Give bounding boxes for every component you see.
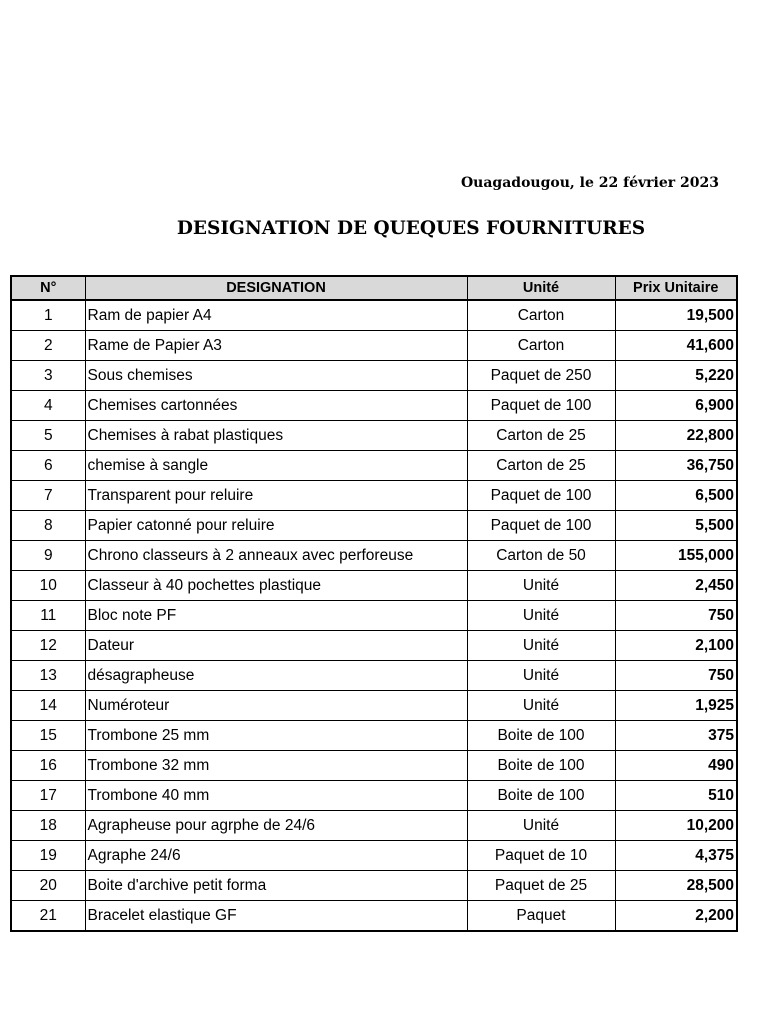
row-designation: Sous chemises: [85, 361, 467, 391]
document-title: DESIGNATION DE QUEQUES FOURNITURES: [176, 218, 646, 239]
row-unit: Paquet de 250: [467, 361, 615, 391]
row-unit: Unité: [467, 631, 615, 661]
row-unit-price: 28,500: [615, 871, 737, 901]
table-row: [11, 361, 737, 391]
table-row: [11, 541, 737, 571]
row-designation: Papier catonné pour reluire: [85, 511, 467, 541]
row-designation: Transparent pour reluire: [85, 481, 467, 511]
row-designation: Dateur: [85, 631, 467, 661]
table-row: [11, 781, 737, 811]
row-number: 11: [11, 601, 85, 631]
row-number: 9: [11, 541, 85, 571]
row-unit-price: 22,800: [615, 421, 737, 451]
row-number: 14: [11, 691, 85, 721]
row-unit: Boite de 100: [467, 721, 615, 751]
column-header-unit-price: Prix Unitaire: [615, 276, 737, 300]
table-header-row: [11, 276, 737, 300]
row-number: 13: [11, 661, 85, 691]
row-unit-price: 2,450: [615, 571, 737, 601]
supplies-table: [10, 275, 738, 932]
row-number: 4: [11, 391, 85, 421]
row-number: 19: [11, 841, 85, 871]
row-unit: Carton: [467, 300, 615, 331]
row-unit-price: 1,925: [615, 691, 737, 721]
row-unit: Carton de 50: [467, 541, 615, 571]
row-number: 15: [11, 721, 85, 751]
row-number: 2: [11, 331, 85, 361]
row-unit: Unité: [467, 571, 615, 601]
row-designation: Agrapheuse pour agrphe de 24/6: [85, 811, 467, 841]
table-row: [11, 421, 737, 451]
table-row: [11, 481, 737, 511]
row-designation: Ram de papier A4: [85, 300, 467, 331]
row-unit: Unité: [467, 691, 615, 721]
row-unit-price: 41,600: [615, 331, 737, 361]
row-designation: Trombone 25 mm: [85, 721, 467, 751]
row-unit-price: 750: [615, 661, 737, 691]
row-number: 20: [11, 871, 85, 901]
table-row: [11, 391, 737, 421]
row-designation: Agraphe 24/6: [85, 841, 467, 871]
row-unit: Carton de 25: [467, 451, 615, 481]
row-unit: Boite de 100: [467, 751, 615, 781]
table-row: [11, 511, 737, 541]
row-designation: Numéroteur: [85, 691, 467, 721]
row-designation: Boite d'archive petit forma: [85, 871, 467, 901]
date-line: Ouagadougou, le 22 février 2023: [460, 175, 719, 191]
table-row: [11, 691, 737, 721]
row-designation: Rame de Papier A3: [85, 331, 467, 361]
row-unit: Carton de 25: [467, 421, 615, 451]
row-unit-price: 6,900: [615, 391, 737, 421]
row-unit-price: 750: [615, 601, 737, 631]
row-number: 7: [11, 481, 85, 511]
row-designation: chemise à sangle: [85, 451, 467, 481]
table-row: [11, 811, 737, 841]
row-unit: Boite de 100: [467, 781, 615, 811]
table-row: [11, 631, 737, 661]
row-number: 8: [11, 511, 85, 541]
row-designation: Trombone 40 mm: [85, 781, 467, 811]
table-row: [11, 901, 737, 932]
row-unit: Unité: [467, 661, 615, 691]
row-unit-price: 2,100: [615, 631, 737, 661]
table-row: [11, 571, 737, 601]
row-number: 16: [11, 751, 85, 781]
row-unit: Paquet de 100: [467, 511, 615, 541]
row-unit: Unité: [467, 601, 615, 631]
table-row: [11, 331, 737, 361]
row-number: 5: [11, 421, 85, 451]
row-unit-price: 510: [615, 781, 737, 811]
row-unit: Paquet de 100: [467, 481, 615, 511]
table-body: [11, 300, 737, 931]
row-unit-price: 155,000: [615, 541, 737, 571]
row-unit-price: 5,220: [615, 361, 737, 391]
row-unit-price: 2,200: [615, 901, 737, 932]
row-number: 17: [11, 781, 85, 811]
row-designation: Classeur à 40 pochettes plastique: [85, 571, 467, 601]
row-unit-price: 5,500: [615, 511, 737, 541]
row-number: 18: [11, 811, 85, 841]
row-number: 1: [11, 300, 85, 331]
table-row: [11, 300, 737, 331]
row-designation: Chemises à rabat plastiques: [85, 421, 467, 451]
row-unit-price: 10,200: [615, 811, 737, 841]
table-row: [11, 721, 737, 751]
row-number: 3: [11, 361, 85, 391]
row-unit-price: 375: [615, 721, 737, 751]
row-unit-price: 6,500: [615, 481, 737, 511]
row-designation: Trombone 32 mm: [85, 751, 467, 781]
row-designation: Chrono classeurs à 2 anneaux avec perforeuse: [85, 541, 467, 571]
row-unit: Paquet de 100: [467, 391, 615, 421]
row-number: 21: [11, 901, 85, 932]
column-header-designation: DESIGNATION: [85, 276, 467, 300]
table-row: [11, 751, 737, 781]
row-unit: Paquet de 25: [467, 871, 615, 901]
row-number: 6: [11, 451, 85, 481]
table-row: [11, 841, 737, 871]
table-row: [11, 451, 737, 481]
row-unit-price: 490: [615, 751, 737, 781]
row-unit: Carton: [467, 331, 615, 361]
row-designation: Bracelet elastique GF: [85, 901, 467, 932]
row-unit-price: 4,375: [615, 841, 737, 871]
column-header-number: N°: [11, 276, 85, 300]
column-header-unit: Unité: [467, 276, 615, 300]
row-unit-price: 36,750: [615, 451, 737, 481]
table-row: [11, 661, 737, 691]
row-designation: Chemises cartonnées: [85, 391, 467, 421]
row-unit: Paquet de 10: [467, 841, 615, 871]
row-unit: Paquet: [467, 901, 615, 932]
row-designation: désagrapheuse: [85, 661, 467, 691]
row-unit: Unité: [467, 811, 615, 841]
row-number: 10: [11, 571, 85, 601]
table-row: [11, 871, 737, 901]
row-designation: Bloc note PF: [85, 601, 467, 631]
row-number: 12: [11, 631, 85, 661]
row-unit-price: 19,500: [615, 300, 737, 331]
table-row: [11, 601, 737, 631]
